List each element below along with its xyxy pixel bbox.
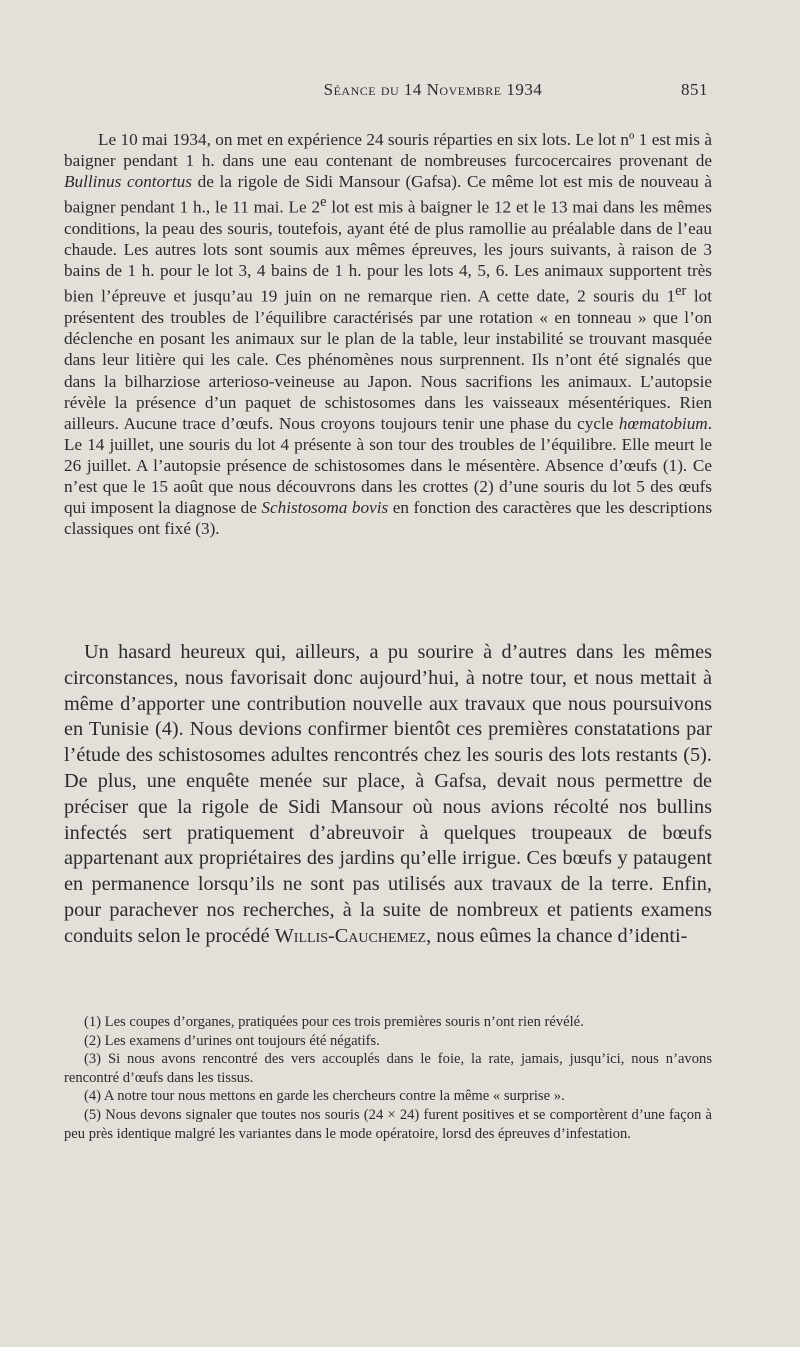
experiment-paragraph bbox=[64, 129, 712, 539]
page-number: 851 bbox=[681, 80, 708, 99]
text-span: lot est mis à baigner le 12 et le 13 mai dans les mêmes conditions, la peau des souris, toutefois, ayant été de plus ramollie au préalable dans de l’eau chaude. Les autres lots sont soumis aux mêmes épreuves, les jours suivants, à raison de 3 bains de 1 h. pour le lot 3, 4 bains de 1 h. pour les lots 4, 5, 6. Les animaux supportent très bien l’épreuve et jusqu’au 19 juin on ne remarque rien. A cette date, 2 souris du 1 bbox=[64, 198, 712, 307]
ordinal-superscript: er bbox=[675, 283, 687, 300]
running-header bbox=[78, 80, 708, 106]
text-span: lot présentent des troubles de l’équilibre caractérisés par une rotation « en tonneau » que l’on déclenche en posant les animaux sur le plan de la table, leur instabilité se trouvant masquée dans leur litière qui les cale. Ces phénomènes nous surprennent. Ils n’ont été signalés que dans la bilharziose arterioso-veineuse au Japon. Nous sacrifions les animaux. L’autopsie révèle la présence d’un paquet de schistosomes dans les vaisseaux mésentériques. Rien ailleurs. Aucune trace d’œufs. Nous croyons toujours tenir une phase du cycle bbox=[64, 287, 712, 433]
species-name: Schistosoma bovis bbox=[261, 498, 389, 518]
footnotes bbox=[64, 1013, 712, 1143]
footnote-3: (3) Si nous avons rencontré des vers accouplés dans le foie, la rate, jamais, jusqu’ici, nous n’avons rencontré d’œufs dans les tissus. bbox=[64, 1051, 712, 1086]
paragraph-1 bbox=[64, 129, 712, 539]
species-name: hœmatobium bbox=[618, 413, 708, 433]
discussion-paragraph bbox=[64, 640, 712, 950]
text-span: . Le 14 juillet, une souris du lot 4 présente à son tour des troubles de l’équilibre. Elle meurt le 26 juillet. A l’autopsie présence de schistosomes dans le mésentère. Absence d’œufs (1). Ce n’est que le 15 août que nous découvrons dans les crottes (2) d’une souris du lot 5 des œufs qui imposent la diagnose de bbox=[64, 413, 712, 518]
footnote-4: (4) A notre tour nous mettons en garde les chercheurs contre la même « surprise ». bbox=[84, 1088, 565, 1105]
text-span: Un hasard heureux qui, ailleurs, a pu sourire à d’autres dans les mêmes circonstances, nous favorisait donc aujourd’hui, à notre tour, et nous mettait à même d’apporter une contribution nouvelle aux travaux que nous poursuivons en Tunisie (4). Nous devions confirmer bientôt ces premières constatations par l’étude des schistosomes adultes rencontrés chez les souris des lots restants (5). De plus, une enquête menée sur place, à Gafsa, devait nous permettre de préciser que la rigole de Sidi Mansour où nous avions récolté nos bullins infectés sert pratiquement d’abreuvoir à quelques troupeaux de bœufs appartenant aux propriétaires des jardins qu’elle irrigue. Ces bœufs y pataugent en permanence lorsqu’ils ne sont pas utilisés aux travaux de la terre. Enfin, pour parachever nos recherches, à la suite de nombreux et patients examens conduits selon le procédé bbox=[64, 641, 712, 947]
text-span: , nous eûmes la chance d’identi- bbox=[426, 924, 688, 947]
footnote-5: (5) Nous devons signaler que toutes nos souris (24 × 24) furent positives et se comportèrent d’une façon à peu près identique malgré les variantes dans le mode opératoire, lorsd des épreuves d’infestation. bbox=[64, 1106, 712, 1142]
footnote-1: (1) Les coupes d’organes, pratiquées pour ces trois premières souris n’ont rien révélé. bbox=[84, 1014, 584, 1030]
ordinal-superscript: e bbox=[320, 194, 327, 211]
text-span: en fonction des caractères que les descriptions classiques ont fixé (3). bbox=[64, 498, 713, 539]
author-name: Willis-Cauchemez bbox=[274, 924, 427, 947]
species-name: Bullinus contortus bbox=[64, 172, 192, 192]
footnote-2: (2) Les examens d’urines ont toujours été négatifs. bbox=[84, 1032, 380, 1049]
text-span: de la rigole de Sidi Mansour (Gafsa). Ce même lot est mis de nouveau à baigner pendant 1 h., le 11 mai. Le 2 bbox=[64, 172, 712, 218]
paragraph-2 bbox=[64, 640, 712, 950]
text-span: Le 10 mai 1934, on met en expérience 24 souris réparties en six lots. Le lot nº 1 est mis à baigner pendant 1 h. dans une eau contenant de nombreuses furcocercaires provenant de bbox=[64, 130, 712, 171]
header-title: Séance du 14 Novembre 1934 bbox=[323, 80, 543, 99]
